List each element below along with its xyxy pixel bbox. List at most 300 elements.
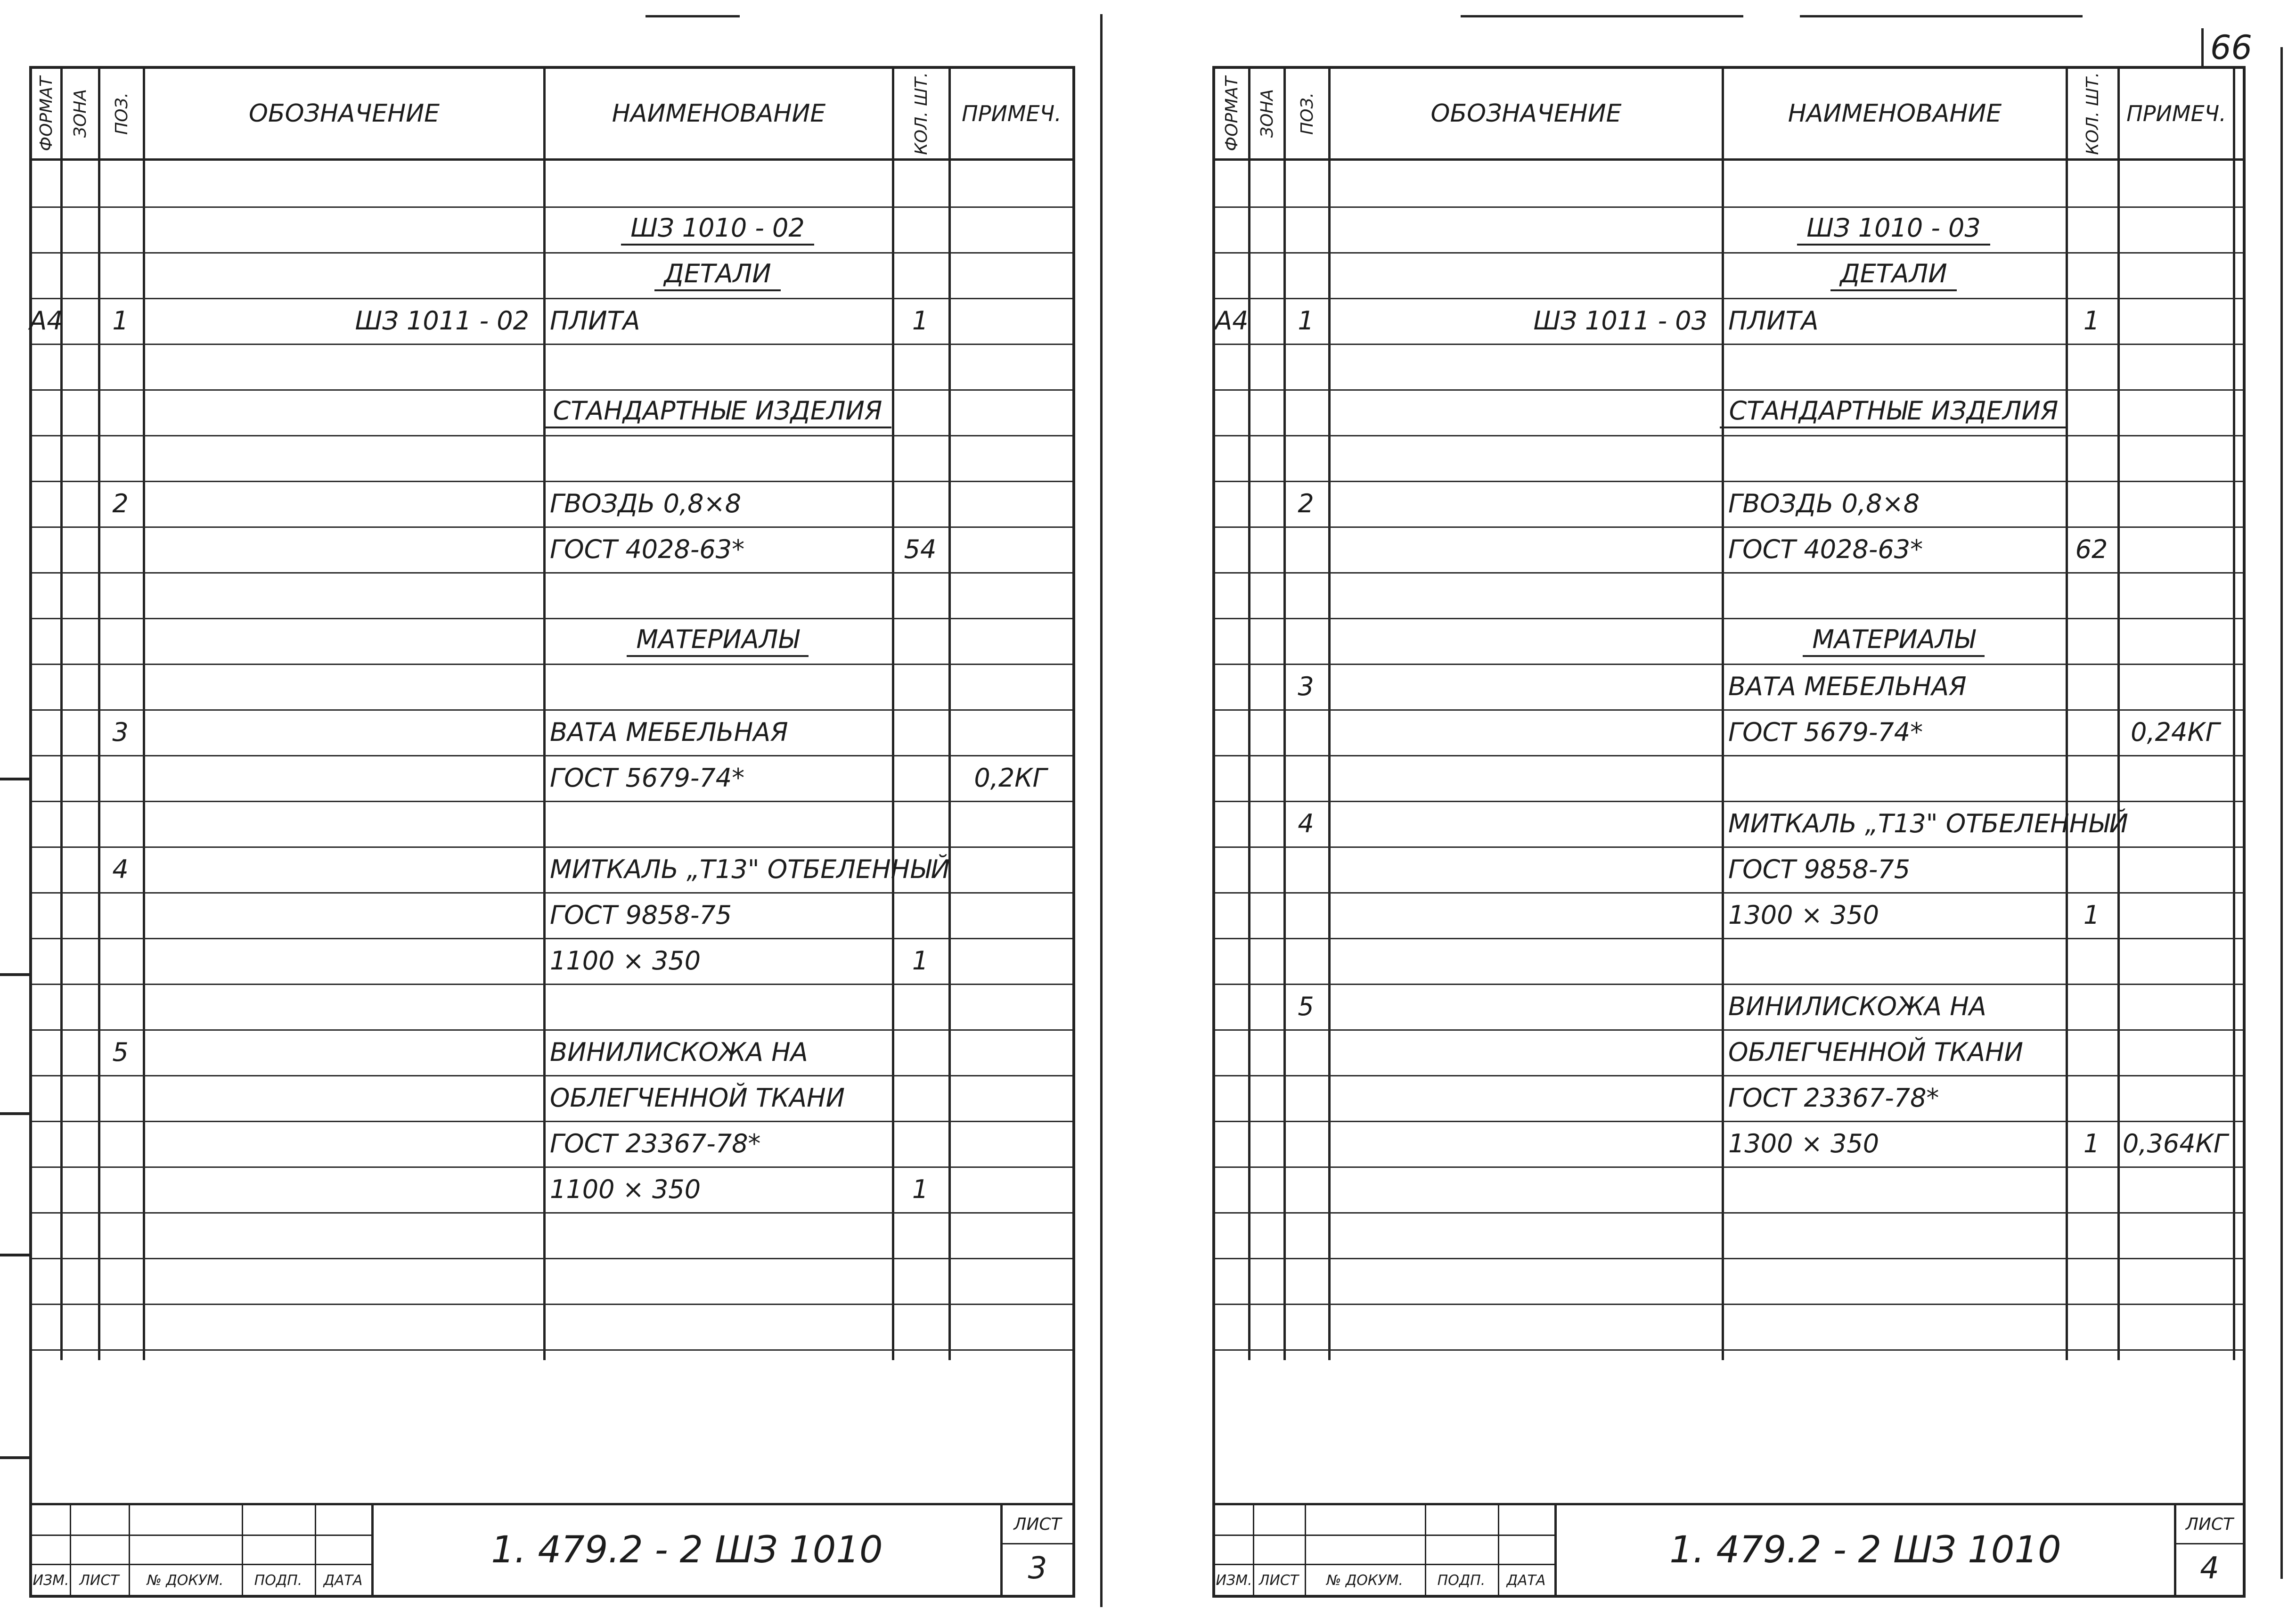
cell-pos (1283, 984, 1328, 1029)
name-text: МИТКАЛЬ „Т13" ОТБЕЛЕННЫЙ (550, 854, 950, 884)
cell-name (1722, 1304, 2066, 1349)
cell-format (1215, 481, 1248, 526)
cell-note (948, 709, 1072, 755)
cell-format (32, 984, 60, 1029)
cell-pos (98, 206, 143, 252)
cell-designation (143, 252, 543, 298)
tb-label-docno: № ДОКУМ. (1326, 1572, 1403, 1589)
pos-text: 2 (1298, 489, 1314, 518)
name-text: ОБЛЕГЧЕННОЙ ТКАНИ (550, 1083, 845, 1113)
cell-pos (98, 709, 143, 755)
cell-qty (892, 481, 948, 526)
cell-name (1722, 1212, 2066, 1258)
cell-designation (143, 892, 543, 938)
table-row (1215, 984, 2243, 1031)
cell-pos (98, 1258, 143, 1304)
cell-format (1215, 252, 1248, 298)
cell-note (2117, 709, 2233, 755)
cell-note (948, 846, 1072, 892)
cell-name (543, 938, 892, 984)
table-row (32, 252, 1072, 299)
name-text: МАТЕРИАЛЫ (627, 624, 808, 657)
table-row (1215, 435, 2243, 482)
cell-designation (143, 435, 543, 481)
header-format: ФОРМАТ (36, 76, 56, 151)
cell-pos (1283, 664, 1328, 709)
cell-designation (1328, 298, 1722, 344)
cell-designation (143, 1258, 543, 1304)
table-row (1215, 755, 2243, 802)
cell-note (948, 161, 1072, 206)
table-row (1215, 1258, 2243, 1305)
cell-designation (1328, 984, 1722, 1029)
cell-designation (1328, 892, 1722, 938)
name-text: ГВОЗДЬ 0,8×8 (550, 489, 742, 518)
cell-qty (2066, 1029, 2117, 1075)
pos-text: 2 (112, 489, 129, 518)
table-row (1215, 1121, 2243, 1168)
name-text: ГОСТ 23367-78* (1728, 1083, 1939, 1113)
table-row (1215, 161, 2243, 208)
cell-qty (2066, 892, 2117, 938)
cell-format (1215, 1258, 1248, 1304)
cell-format (29, 298, 63, 344)
cell-designation (1328, 1075, 1722, 1121)
qty-text: 62 (2075, 534, 2108, 564)
edge-tick-5 (0, 1456, 29, 1459)
cell-note (2117, 618, 2233, 664)
cell-designation (143, 1166, 543, 1212)
cell-qty (2066, 938, 2117, 984)
cell-designation (143, 938, 543, 984)
cell-format (32, 709, 60, 755)
tb-label-sign: ПОДП. (1437, 1572, 1486, 1589)
cell-format (1215, 1166, 1248, 1212)
table-row (1215, 389, 2243, 436)
cell-name (543, 801, 892, 846)
table-row (32, 846, 1072, 894)
cell-name (1722, 526, 2066, 572)
name-text: ДЕТАЛИ (1830, 259, 1956, 291)
table-row (1215, 1304, 2243, 1351)
qty-text: 1 (2083, 306, 2100, 336)
cell-pos (98, 298, 143, 344)
cell-name (543, 161, 892, 206)
cell-name (543, 1166, 892, 1212)
table-row (32, 481, 1072, 528)
table-row (32, 755, 1072, 802)
header-designation: ОБОЗНАЧЕНИЕ (1430, 99, 1622, 128)
cell-qty (892, 938, 948, 984)
cell-format (32, 938, 60, 984)
name-text: ГОСТ 9858-75 (550, 900, 732, 930)
tb-label-date: ДАТА (1506, 1572, 1546, 1589)
cell-qty (2066, 298, 2117, 344)
cell-designation (1328, 618, 1722, 664)
name-text: 1300 × 350 (1728, 1129, 1879, 1158)
cell-format (1215, 1304, 1248, 1349)
cell-format (32, 1121, 60, 1166)
cell-pos (98, 1212, 143, 1258)
cell-designation (1328, 846, 1722, 892)
name-text: ПЛИТА (1728, 306, 1819, 336)
document-code: 1. 479.2 - 2 ШЗ 1010 (1669, 1529, 2061, 1571)
tb-label-sheet: ЛИСТ (2185, 1514, 2234, 1534)
header-zone: ЗОНА (1257, 89, 1277, 138)
cell-pos (1283, 435, 1328, 481)
cell-qty (892, 801, 948, 846)
cell-qty (892, 1121, 948, 1166)
header-qty: КОЛ. ШТ. (912, 72, 931, 155)
cell-note (2117, 938, 2233, 984)
name-text: ШЗ 1010 - 02 (621, 213, 814, 246)
cell-name (1722, 664, 2066, 709)
table-row (1215, 572, 2243, 619)
cell-name (1722, 252, 2066, 298)
header-format: ФОРМАТ (1222, 76, 1242, 151)
name-text: МИТКАЛЬ „Т13" ОТБЕЛЕННЫЙ (1728, 809, 2128, 838)
cell-designation (1328, 161, 1722, 206)
name-text: ВИНИЛИСКОЖА НА (1728, 992, 1986, 1021)
cell-pos (98, 1304, 143, 1349)
cell-qty (2066, 526, 2117, 572)
cell-qty (2066, 1121, 2117, 1166)
cell-note (2117, 1258, 2233, 1304)
cell-note (948, 252, 1072, 298)
name-text: ГОСТ 9858-75 (1728, 854, 1911, 884)
cell-note (2117, 526, 2233, 572)
cell-name (1722, 709, 2066, 755)
name-text: ГОСТ 5679-74* (550, 763, 745, 793)
cell-name (1722, 984, 2066, 1029)
cell-designation (143, 298, 543, 344)
cell-format (1215, 389, 1248, 435)
cell-name (543, 1121, 892, 1166)
scan-mark-top-2 (1461, 15, 1743, 17)
name-text: ДЕТАЛИ (654, 259, 780, 291)
cell-format (32, 252, 60, 298)
cell-pos (98, 344, 143, 389)
cell-name (1722, 801, 2128, 846)
cell-format (1215, 161, 1248, 206)
table-row (1215, 664, 2243, 711)
cell-note (2117, 252, 2233, 298)
cell-note (2117, 1075, 2233, 1121)
cell-pos (98, 1166, 143, 1212)
cell-note (2117, 892, 2233, 938)
edge-tick-4 (0, 1254, 29, 1256)
table-row (32, 1212, 1072, 1259)
spec-sheet-left (29, 66, 1075, 1598)
cell-name (543, 892, 892, 938)
table-row (1215, 1075, 2243, 1122)
cell-name (543, 846, 950, 892)
cell-qty (892, 161, 948, 206)
cell-format (1215, 984, 1248, 1029)
header-pos: ПОЗ. (1297, 92, 1317, 135)
cell-format (1215, 1121, 1248, 1166)
tb-label-date: ДАТА (323, 1572, 363, 1589)
cell-designation (143, 344, 543, 389)
cell-format (32, 846, 60, 892)
document-code: 1. 479.2 - 2 ШЗ 1010 (491, 1529, 883, 1571)
cell-format (32, 206, 60, 252)
cell-name (1722, 206, 2066, 252)
cell-format (32, 526, 60, 572)
cell-format (1215, 755, 1248, 801)
note-text: 0,24КГ (2131, 717, 2220, 747)
right-margin-line (2280, 47, 2283, 1579)
cell-designation (143, 709, 543, 755)
designation-text: ШЗ 1011 - 02 (355, 306, 529, 336)
cell-qty (892, 709, 948, 755)
cell-name (1722, 161, 2066, 206)
cell-name (1722, 1029, 2066, 1075)
name-text: ВАТА МЕБЕЛЬНАЯ (550, 717, 788, 747)
cell-note (948, 1121, 1072, 1166)
cell-name (543, 618, 892, 664)
format-text: А4 (29, 306, 63, 336)
spec-sheet-right (1212, 66, 2246, 1598)
name-text: ШЗ 1010 - 03 (1797, 213, 1990, 246)
table-row (1215, 481, 2243, 528)
table-row (1215, 1029, 2243, 1076)
cell-note (2117, 1029, 2233, 1075)
cell-qty (892, 984, 948, 1029)
cell-qty (2066, 1304, 2117, 1349)
qty-text: 1 (912, 946, 929, 976)
cell-note (948, 572, 1072, 618)
cell-format (1215, 435, 1248, 481)
cell-name (543, 709, 892, 755)
cell-designation (143, 389, 543, 435)
header-zone: ЗОНА (71, 89, 90, 138)
table-row (32, 618, 1072, 665)
cell-note (2117, 1121, 2233, 1166)
spec-rows (29, 161, 1072, 1360)
cell-designation (143, 1029, 543, 1075)
qty-text: 1 (912, 306, 929, 336)
cell-note (2117, 984, 2233, 1029)
cell-format (1215, 664, 1248, 709)
edge-tick-3 (0, 1112, 29, 1115)
cell-name (1722, 572, 2066, 618)
cell-note (948, 389, 1072, 435)
scan-mark-top-3 (1800, 15, 2083, 17)
cell-format (32, 892, 60, 938)
table-row (32, 1166, 1072, 1214)
cell-note (948, 206, 1072, 252)
cell-qty (892, 755, 948, 801)
cell-designation (1328, 252, 1722, 298)
table-row (1215, 1212, 2243, 1259)
cell-note (2117, 1212, 2233, 1258)
cell-name (1722, 298, 2066, 344)
header-designation: ОБОЗНАЧЕНИЕ (249, 99, 440, 128)
qty-text: 1 (2083, 900, 2100, 930)
table-row (32, 161, 1072, 208)
cell-qty (2066, 846, 2117, 892)
cell-note (2117, 755, 2233, 801)
cell-note (948, 481, 1072, 526)
cell-name (543, 435, 892, 481)
table-header (1215, 69, 2243, 161)
cell-designation (1328, 755, 1722, 801)
table-row (1215, 298, 2243, 345)
cell-qty (892, 1304, 948, 1349)
cell-note (2117, 435, 2233, 481)
cell-name (543, 984, 892, 1029)
cell-note (2117, 1304, 2233, 1349)
cell-name (543, 344, 892, 389)
header-name: НАИМЕНОВАНИЕ (612, 99, 826, 128)
cell-pos (1283, 298, 1328, 344)
cell-designation (1328, 481, 1722, 526)
table-row (29, 298, 1072, 345)
cell-note (948, 801, 1072, 846)
header-pos: ПОЗ. (112, 92, 131, 135)
cell-qty (2066, 206, 2117, 252)
spec-rows (1215, 161, 2243, 1360)
table-row (1215, 618, 2243, 665)
cell-designation (143, 618, 543, 664)
cell-name (543, 298, 892, 344)
cell-note (948, 618, 1072, 664)
name-text: МАТЕРИАЛЫ (1803, 624, 1984, 657)
cell-format (1215, 206, 1248, 252)
cell-format (1215, 801, 1248, 846)
cell-pos (98, 984, 143, 1029)
cell-format (32, 755, 60, 801)
cell-pos (1283, 206, 1328, 252)
table-row (32, 709, 1072, 756)
cell-format (32, 664, 60, 709)
cell-designation (1328, 1212, 1722, 1258)
cell-designation (1328, 1166, 1722, 1212)
cell-qty (2066, 481, 2117, 526)
cell-qty (892, 435, 948, 481)
cell-qty (892, 572, 948, 618)
cell-name (543, 1258, 892, 1304)
name-text: ГОСТ 4028-63* (550, 534, 745, 564)
cell-pos (1283, 1166, 1328, 1212)
cell-name (1722, 618, 2066, 664)
cell-pos (1283, 526, 1328, 572)
name-text: ВИНИЛИСКОЖА НА (550, 1037, 808, 1067)
cell-pos (1283, 1029, 1328, 1075)
name-text: СТАНДАРТНЫЕ ИЗДЕЛИЯ (1720, 396, 2068, 428)
cell-note (948, 1258, 1072, 1304)
table-row (1215, 252, 2243, 299)
cell-format (1215, 1029, 1248, 1075)
cell-pos (1283, 938, 1328, 984)
cell-note (2117, 1166, 2233, 1212)
cell-qty (2066, 1075, 2117, 1121)
table-row (1215, 206, 2243, 254)
cell-pos (98, 618, 143, 664)
cell-qty (2066, 984, 2117, 1029)
cell-designation (1328, 389, 1722, 435)
cell-name (543, 572, 892, 618)
cell-qty (892, 1212, 948, 1258)
cell-name (543, 206, 892, 252)
cell-pos (98, 1121, 143, 1166)
center-fold-line (1100, 14, 1103, 1607)
cell-name (1722, 1258, 2066, 1304)
cell-designation (143, 755, 543, 801)
table-row (32, 206, 1072, 254)
table-row (1215, 846, 2243, 894)
cell-note (2117, 298, 2233, 344)
cell-note (2117, 664, 2233, 709)
title-block (1215, 1503, 2243, 1595)
scan-mark-top-1 (645, 15, 740, 17)
cell-pos (1283, 892, 1328, 938)
cell-pos (98, 481, 143, 526)
cell-pos (98, 161, 143, 206)
pos-text: 3 (1298, 672, 1314, 701)
cell-name (543, 755, 892, 801)
name-text: ОБЛЕГЧЕННОЙ ТКАНИ (1728, 1037, 2024, 1067)
cell-qty (2066, 1166, 2117, 1212)
cell-name (1722, 892, 2066, 938)
cell-qty (2066, 664, 2117, 709)
tb-label-sign: ПОДП. (254, 1572, 302, 1589)
cell-qty (2066, 435, 2117, 481)
name-text: ГВОЗДЬ 0,8×8 (1728, 489, 1920, 518)
pos-text: 3 (112, 717, 129, 747)
header-note: ПРИМЕЧ. (2126, 101, 2226, 126)
cell-designation (143, 984, 543, 1029)
cell-pos (98, 801, 143, 846)
cell-name (1722, 481, 2066, 526)
cell-format (32, 801, 60, 846)
cell-name (1722, 755, 2066, 801)
cell-pos (1283, 801, 1328, 846)
table-row (32, 1304, 1072, 1351)
cell-qty (2066, 755, 2117, 801)
table-row (1215, 709, 2243, 756)
cell-note (948, 1075, 1072, 1121)
cell-note (948, 984, 1072, 1029)
cell-designation (143, 1121, 543, 1166)
cell-qty (892, 1075, 948, 1121)
cell-pos (1283, 572, 1328, 618)
cell-name (1722, 435, 2066, 481)
table-row (32, 344, 1072, 391)
pos-text: 1 (1298, 306, 1314, 336)
qty-text: 54 (904, 534, 937, 564)
cell-designation (143, 1304, 543, 1349)
name-text: 1300 × 350 (1728, 900, 1879, 930)
cell-pos (1283, 1258, 1328, 1304)
cell-name (1722, 389, 2066, 435)
cell-qty (892, 1258, 948, 1304)
cell-pos (98, 252, 143, 298)
header-note: ПРИМЕЧ. (962, 101, 1062, 126)
cell-note (948, 1304, 1072, 1349)
cell-format (32, 1166, 60, 1212)
cell-designation (143, 1212, 543, 1258)
cell-qty (2066, 618, 2117, 664)
cell-designation (1328, 938, 1722, 984)
cell-name (543, 664, 892, 709)
sheet-number: 4 (2200, 1551, 2219, 1586)
cell-name (543, 481, 892, 526)
tb-label-sheet: ЛИСТ (1013, 1514, 1062, 1534)
cell-note (948, 1166, 1072, 1212)
qty-text: 1 (912, 1174, 929, 1204)
